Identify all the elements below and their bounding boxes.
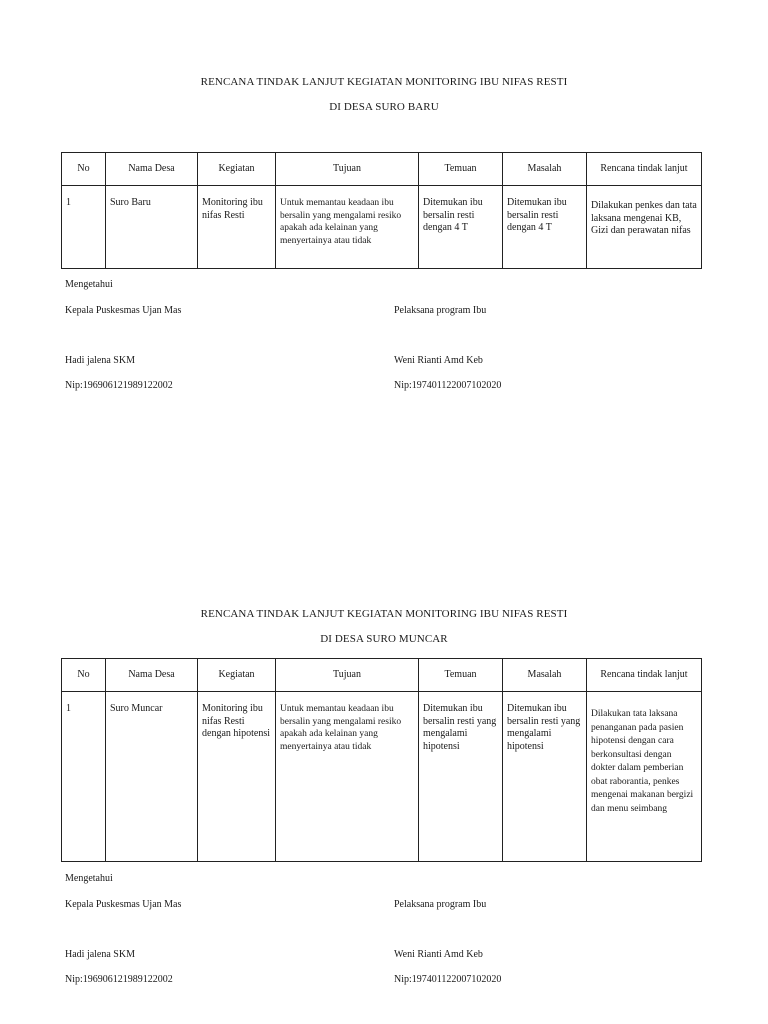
- form-subtitle: DI DESA SURO MUNCAR: [320, 633, 448, 645]
- left-signatory-role: Kepala Puskesmas Ujan Mas: [65, 305, 182, 316]
- header-masalah: Masalah: [503, 659, 587, 692]
- cell-temuan: Ditemukan ibu bersalin resti yang mengalami hipotensi: [419, 692, 503, 862]
- mengetahui-label: Mengetahui: [65, 873, 113, 884]
- header-nama-desa: Nama Desa: [106, 659, 198, 692]
- header-tujuan: Tujuan: [276, 659, 419, 692]
- header-temuan: Temuan: [419, 659, 503, 692]
- cell-temuan: Ditemukan ibu bersalin resti dengan 4 T: [419, 186, 503, 269]
- left-signatory-name: Hadi jalena SKM: [65, 949, 135, 960]
- right-signatory-nip: Nip:197401122007102020: [394, 380, 502, 391]
- cell-tujuan: Untuk memantau keadaan ibu bersalin yang mengalami resiko apakah ada kelainan yang menyertainya atau tidak: [276, 186, 419, 269]
- right-signatory-nip: Nip:197401122007102020: [394, 974, 502, 985]
- header-masalah: Masalah: [503, 153, 587, 186]
- left-signatory-name: Hadi jalena SKM: [65, 355, 135, 366]
- cell-masalah: Ditemukan ibu bersalin resti dengan 4 T: [503, 186, 587, 269]
- cell-nama-desa: Suro Muncar: [106, 692, 198, 862]
- header-nama-desa: Nama Desa: [106, 153, 198, 186]
- left-signatory-role: Kepala Puskesmas Ujan Mas: [65, 899, 182, 910]
- cell-no: 1: [62, 186, 106, 269]
- header-kegiatan: Kegiatan: [198, 153, 276, 186]
- header-no: No: [62, 153, 106, 186]
- table-row: [62, 692, 702, 862]
- cell-rencana: Dilakukan tata laksana penanganan pada pasien hipotensi dengan cara berkonsultasi dengan dokter dalam pemberian obat raborantia, penkes mengenai makanan bergizi dan menu seimbang: [587, 692, 702, 862]
- mengetahui-label: Mengetahui: [65, 279, 113, 290]
- table-header-row: [62, 659, 702, 692]
- cell-no: 1: [62, 692, 106, 862]
- rtl-table: [61, 658, 702, 862]
- right-signatory-role: Pelaksana program Ibu: [394, 305, 487, 316]
- cell-masalah: Ditemukan ibu bersalin resti yang mengalami hipotensi: [503, 692, 587, 862]
- form-title: RENCANA TINDAK LANJUT KEGIATAN MONITORING IBU NIFAS RESTI: [200, 76, 568, 88]
- cell-kegiatan: Monitoring ibu nifas Resti: [198, 186, 276, 269]
- cell-rencana: Dilakukan penkes dan tata laksana mengenai KB, Gizi dan perawatan nifas: [587, 186, 702, 269]
- header-no: No: [62, 659, 106, 692]
- cell-tujuan: Untuk memantau keadaan ibu bersalin yang mengalami resiko apakah ada kelainan yang menyertainya atau tidak: [276, 692, 419, 862]
- right-signatory-name: Weni Rianti Amd Keb: [394, 355, 483, 366]
- header-rencana: Rencana tindak lanjut: [587, 153, 702, 186]
- header-temuan: Temuan: [419, 153, 503, 186]
- cell-kegiatan: Monitoring ibu nifas Resti dengan hipotensi: [198, 692, 276, 862]
- header-kegiatan: Kegiatan: [198, 659, 276, 692]
- rtl-table: [61, 152, 702, 269]
- left-signatory-nip: Nip:196906121989122002: [65, 380, 173, 391]
- form-subtitle: DI DESA SURO BARU: [329, 101, 439, 113]
- form-title: RENCANA TINDAK LANJUT KEGIATAN MONITORING IBU NIFAS RESTI: [200, 608, 568, 620]
- right-signatory-name: Weni Rianti Amd Keb: [394, 949, 483, 960]
- cell-nama-desa: Suro Baru: [106, 186, 198, 269]
- header-rencana: Rencana tindak lanjut: [587, 659, 702, 692]
- left-signatory-nip: Nip:196906121989122002: [65, 974, 173, 985]
- table-header-row: [62, 153, 702, 186]
- header-tujuan: Tujuan: [276, 153, 419, 186]
- right-signatory-role: Pelaksana program Ibu: [394, 899, 487, 910]
- table-row: [62, 186, 702, 269]
